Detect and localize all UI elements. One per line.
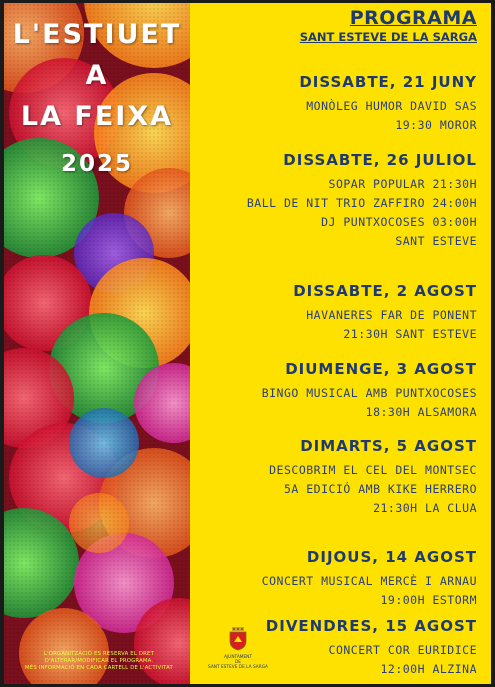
- logo-caption-line-3: SANT ESTEVE DE LA SARGA: [208, 665, 268, 670]
- event-entry: [269, 437, 477, 518]
- event-detail: 12:00H ALZINA: [380, 662, 477, 676]
- event-detail: SANT ESTEVE: [395, 234, 477, 248]
- event-detail: 18:30H ALSAMORA: [365, 405, 477, 419]
- event-detail: 5A EDICIÓ AMB KIKE HERRERO: [283, 482, 477, 496]
- poster-year: 2025: [60, 151, 133, 177]
- event-detail: MONÒLEG HUMOR DAVID SAS: [306, 99, 477, 113]
- event-entry: [247, 151, 477, 251]
- logo-caption-line-1: AJUNTAMENT: [223, 655, 253, 660]
- event-detail: DJ PUNTXOCOSES 03:00H: [321, 215, 477, 229]
- event-detail: 21:30H SANT ESTEVE: [343, 327, 477, 341]
- poster-title-line-1: L'ESTIUET: [12, 19, 182, 50]
- event-detail: 19:30 MOROR: [395, 118, 477, 132]
- event-day: DIVENDRES, 15 AGOST: [265, 617, 477, 635]
- event-entry: [262, 548, 477, 610]
- event-detail: 21:30H LA CLUA: [373, 501, 477, 515]
- event-entry: [266, 617, 477, 679]
- coat-of-arms-icon: [228, 627, 248, 651]
- event-day: DIUMENGE, 3 AGOST: [285, 360, 477, 378]
- disclaimer-line-1: L'ORGANITZACIÓ ES RESERVA EL DRET: [43, 651, 155, 657]
- logo-caption-line-2: DE: [234, 660, 242, 665]
- event-day: DIJOUS, 14 AGOST: [306, 548, 477, 566]
- event-day: DIMARTS, 5 AGOST: [300, 437, 477, 455]
- bokeh-lights-panel: [4, 3, 190, 684]
- event-detail: HAVANERES FAR DE PONENT: [306, 308, 477, 322]
- poster-title-line-2: A: [85, 60, 109, 91]
- poster-title-line-3: LA FEIXA: [20, 101, 174, 132]
- event-detail: BALL DE NIT TRIO ZAFFIRO 24:00H: [246, 196, 477, 210]
- town-hall-logo: [208, 627, 268, 670]
- event-entry: [299, 73, 477, 135]
- event-detail: CONCERT COR EURIDICE: [328, 643, 477, 657]
- event-detail: 19:00H ESTORM: [380, 593, 477, 607]
- event-detail: BINGO MUSICAL AMB PUNTXOCOSES: [261, 386, 477, 400]
- event-day: DISSABTE, 21 JUNY: [299, 73, 477, 91]
- event-poster: [4, 3, 491, 684]
- disclaimer-line-3: MÉS INFORMACIÓ EN CADA CARTELL DE L'ACTIVITAT: [25, 665, 173, 671]
- program-subtitle: SANT ESTEVE DE LA SARGA: [299, 30, 477, 44]
- event-detail: CONCERT MUSICAL MERCÈ I ARNAU: [261, 574, 477, 588]
- event-day: DISSABTE, 2 AGOST: [293, 282, 477, 300]
- program-title: PROGRAMA: [349, 7, 477, 29]
- event-entry: [262, 360, 477, 422]
- event-detail: DESCOBRIM EL CEL DEL MONTSEC: [269, 463, 477, 477]
- event-detail: SOPAR POPULAR 21:30H: [328, 177, 477, 191]
- program-panel: [190, 3, 487, 684]
- disclaimer: [10, 651, 188, 672]
- event-entry: [293, 282, 477, 344]
- disclaimer-line-2: D'ALTERAR/MODIFICAR EL PROGRAMA.: [44, 658, 154, 664]
- event-day: DISSABTE, 26 JULIOL: [283, 151, 477, 169]
